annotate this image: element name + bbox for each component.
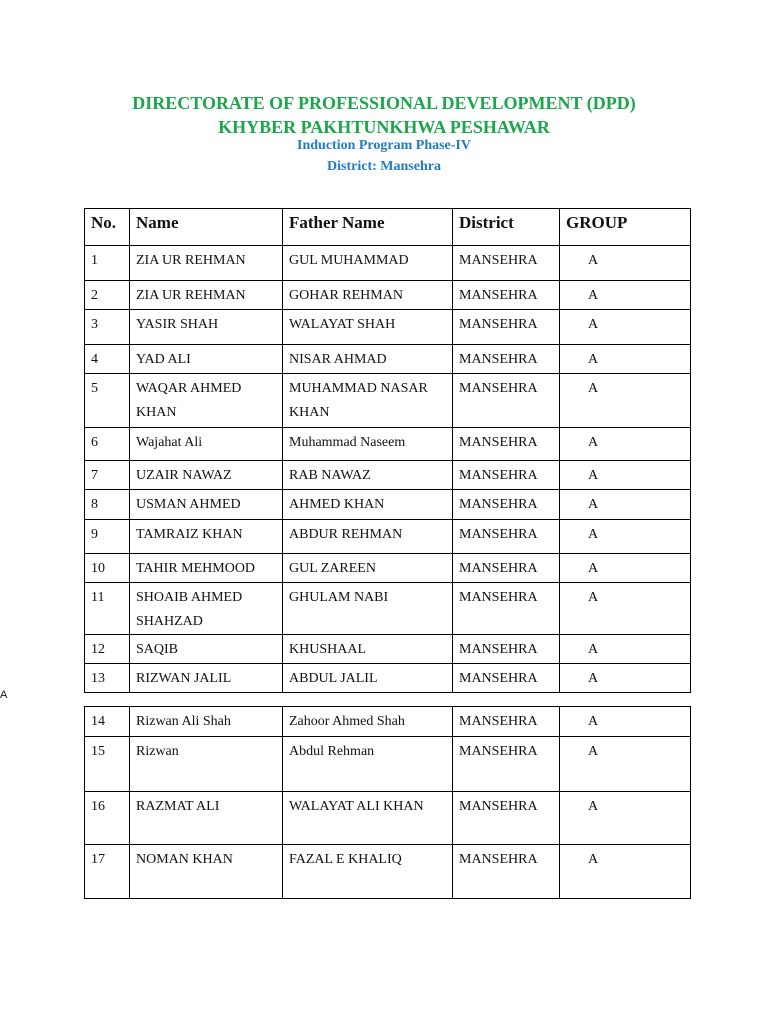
cell-name: RAZMAT ALI [130,792,283,845]
cell-father-name: WALAYAT ALI KHAN [283,792,453,845]
cell-group: A [560,345,691,374]
col-header-district: District [453,209,560,246]
table-row [85,490,691,520]
cell-district: MANSEHRA [453,246,560,281]
cell-father-name: FAZAL E KHALIQ [283,845,453,899]
cell-name: UZAIR NAWAZ [130,461,283,490]
table-row [85,281,691,310]
cell-name: NOMAN KHAN [130,845,283,899]
cell-district: MANSEHRA [453,583,560,635]
cell-group: A [560,520,691,554]
cell-name: WAQAR AHMED KHAN [130,374,283,428]
cell-name: Rizwan [130,737,283,792]
table-row [85,583,691,635]
cell-group: A [560,737,691,792]
cell-district: MANSEHRA [453,845,560,899]
cell-district: MANSEHRA [453,461,560,490]
cell-name: SHOAIB AHMED SHAHZAD [130,583,283,635]
stray-mark: A [0,689,8,701]
cell-father-name: Abdul Rehman [283,737,453,792]
cell-no: 16 [85,792,130,845]
cell-father-name: GOHAR REHMAN [283,281,453,310]
cell-group: A [560,428,691,461]
table-row [85,707,691,737]
cell-name: YASIR SHAH [130,310,283,345]
cell-name: RIZWAN JALIL [130,664,283,693]
cell-no: 8 [85,490,130,520]
cell-father-name: AHMED KHAN [283,490,453,520]
cell-father-name: Zahoor Ahmed Shah [283,707,453,737]
cell-district: MANSEHRA [453,310,560,345]
cell-name: SAQIB [130,635,283,664]
cell-father-name: GUL ZAREEN [283,554,453,583]
cell-name: TAMRAIZ KHAN [130,520,283,554]
cell-no: 15 [85,737,130,792]
cell-no: 7 [85,461,130,490]
cell-district: MANSEHRA [453,345,560,374]
table-header-row [85,209,691,246]
col-header-name: Name [130,209,283,246]
cell-name: USMAN AHMED [130,490,283,520]
cell-district: MANSEHRA [453,428,560,461]
subtitle-program: Induction Program Phase-IV [297,138,471,153]
cell-district: MANSEHRA [453,792,560,845]
cell-district: MANSEHRA [453,664,560,693]
cell-group: A [560,792,691,845]
roster-table-part1 [84,208,691,693]
cell-no: 2 [85,281,130,310]
cell-no: 17 [85,845,130,899]
table-row [85,310,691,345]
cell-no: 5 [85,374,130,428]
cell-group: A [560,583,691,635]
cell-group: A [560,461,691,490]
table-body-part1 [85,246,691,693]
subtitle-district: District: Mansehra [327,159,441,174]
cell-name: Wajahat Ali [130,428,283,461]
cell-no: 3 [85,310,130,345]
table-row [85,374,691,428]
cell-no: 9 [85,520,130,554]
cell-district: MANSEHRA [453,520,560,554]
table-row [85,845,691,899]
cell-group: A [560,281,691,310]
cell-father-name: NISAR AHMAD [283,345,453,374]
table-row [85,635,691,664]
table-row [85,428,691,461]
cell-group: A [560,635,691,664]
cell-name: ZIA UR REHMAN [130,246,283,281]
cell-name: TAHIR MEHMOOD [130,554,283,583]
cell-group: A [560,246,691,281]
cell-district: MANSEHRA [453,554,560,583]
cell-no: 12 [85,635,130,664]
cell-name: Rizwan Ali Shah [130,707,283,737]
cell-name: ZIA UR REHMAN [130,281,283,310]
cell-father-name: WALAYAT SHAH [283,310,453,345]
table-row [85,792,691,845]
table-row [85,246,691,281]
cell-group: A [560,845,691,899]
cell-no: 6 [85,428,130,461]
cell-group: A [560,554,691,583]
cell-father-name: RAB NAWAZ [283,461,453,490]
cell-district: MANSEHRA [453,281,560,310]
cell-group: A [560,707,691,737]
col-header-group: GROUP [560,209,691,246]
table-body-part2 [85,707,691,899]
col-header-no: No. [85,209,130,246]
table-row [85,554,691,583]
cell-group: A [560,490,691,520]
cell-name: YAD ALI [130,345,283,374]
cell-no: 4 [85,345,130,374]
table-row [85,345,691,374]
col-header-father-name: Father Name [283,209,453,246]
cell-no: 10 [85,554,130,583]
cell-no: 14 [85,707,130,737]
cell-group: A [560,664,691,693]
cell-father-name: ABDUL JALIL [283,664,453,693]
title-province: KHYBER PAKHTUNKHWA PESHAWAR [218,117,550,137]
cell-group: A [560,374,691,428]
table-row [85,737,691,792]
cell-group: A [560,310,691,345]
cell-father-name: GUL MUHAMMAD [283,246,453,281]
cell-district: MANSEHRA [453,490,560,520]
cell-father-name: ABDUR REHMAN [283,520,453,554]
cell-father-name: Muhammad Naseem [283,428,453,461]
cell-father-name: KHUSHAAL [283,635,453,664]
table-row [85,664,691,693]
roster-table-part2 [84,706,691,899]
cell-district: MANSEHRA [453,635,560,664]
cell-no: 1 [85,246,130,281]
cell-district: MANSEHRA [453,737,560,792]
title-directorate: DIRECTORATE OF PROFESSIONAL DEVELOPMENT (DPD) [132,93,636,113]
cell-no: 13 [85,664,130,693]
cell-no: 11 [85,583,130,635]
cell-father-name: MUHAMMAD NASAR KHAN [283,374,453,428]
table-row [85,520,691,554]
table-row [85,461,691,490]
cell-father-name: GHULAM NABI [283,583,453,635]
cell-district: MANSEHRA [453,374,560,428]
cell-district: MANSEHRA [453,707,560,737]
